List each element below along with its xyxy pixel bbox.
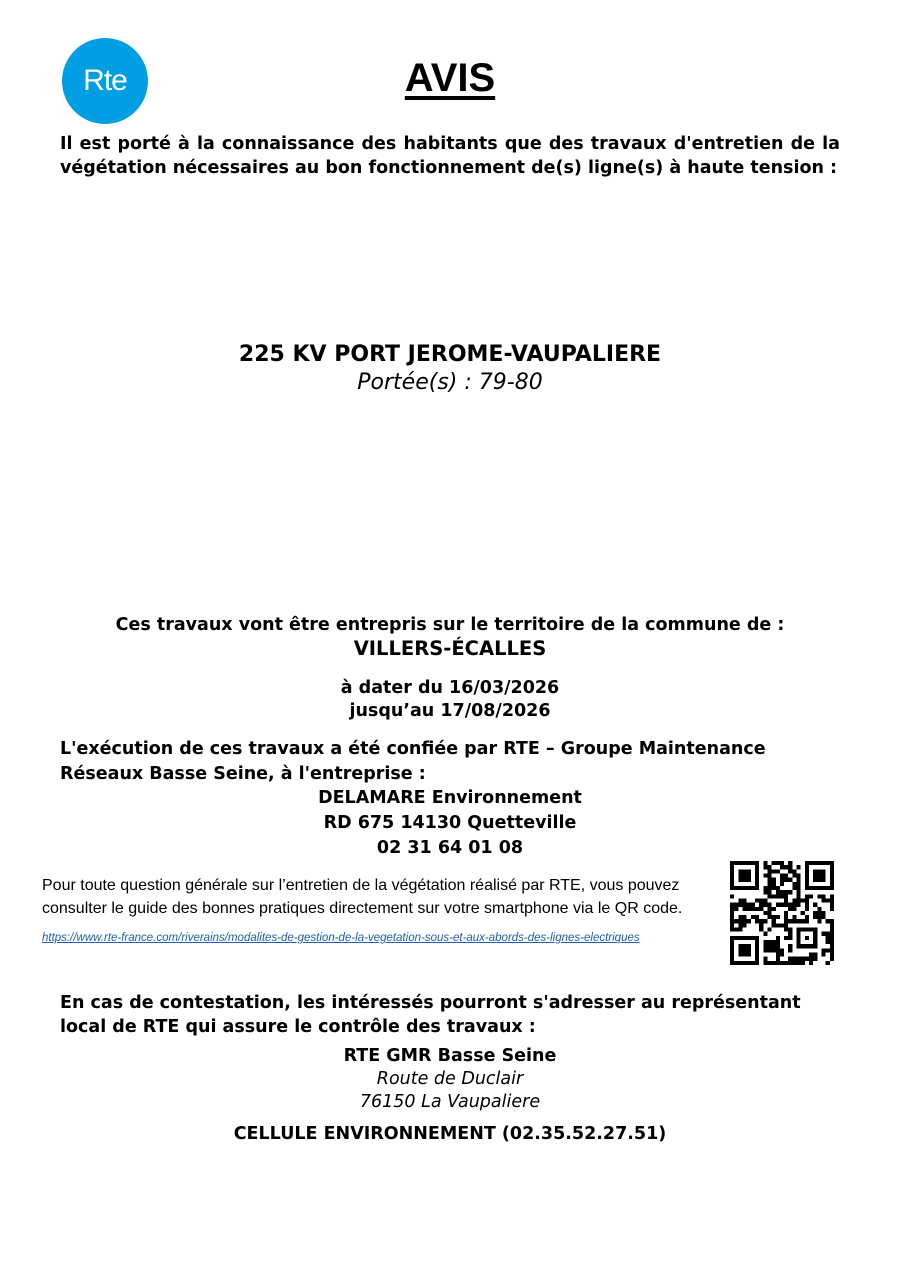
power-line-spans: Portée(s) : 79-80 <box>357 370 543 395</box>
guide-link[interactable]: https://www.rte-france.com/riverains/modalites-de-gestion-de-la-vegetation-sous-et-aux-abords-des-lignes-electriques <box>42 932 640 944</box>
contractor-name: DELAMARE Environnement <box>318 788 582 808</box>
intro-paragraph: Il est porté à la connaissance des habitants que des travaux d'entretien de la végétation nécessaires au bon fonctionnement de(s) ligne(s) à haute tension : <box>60 134 840 178</box>
page-title: AVIS <box>404 56 496 100</box>
local-rep-name: RTE GMR Basse Seine <box>343 1046 557 1066</box>
environment-cell-contact: CELLULE ENVIRONNEMENT (02.35.52.27.51) <box>233 1124 667 1144</box>
local-rep-city: 76150 La Vaupaliere <box>359 1092 541 1112</box>
contractor-address: RD 675 14130 Quetteville <box>323 813 577 833</box>
end-date: jusqu’au 17/08/2026 <box>349 701 551 721</box>
execution-paragraph: L'exécution de ces travaux a été confiée par RTE – Groupe Maintenance Réseaux Basse Seine, à l'entreprise : <box>60 739 766 784</box>
commune-name: VILLERS-ÉCALLES <box>353 637 547 660</box>
qr-code-icon <box>730 861 834 965</box>
commune-intro: Ces travaux vont être entrepris sur le territoire de la commune de : <box>115 615 785 635</box>
contestation-paragraph: En cas de contestation, les intéressés pourront s'adresser au représentant local de RTE qui assure le contrôle des travaux : <box>60 993 801 1037</box>
contractor-phone: 02 31 64 01 08 <box>376 838 524 858</box>
logo-text: Rte <box>83 64 127 97</box>
start-date: à dater du 16/03/2026 <box>340 678 560 698</box>
qr-info-text: Pour toute question générale sur l’entretien de la végétation réalisé par RTE, vous pouvez consulter le guide des bonnes pratiques directement sur votre smartphone via le QR code. <box>42 877 683 917</box>
power-line-name: 225 KV PORT JEROME-VAUPALIERE <box>238 342 662 367</box>
local-rep-street: Route de Duclair <box>376 1069 524 1089</box>
